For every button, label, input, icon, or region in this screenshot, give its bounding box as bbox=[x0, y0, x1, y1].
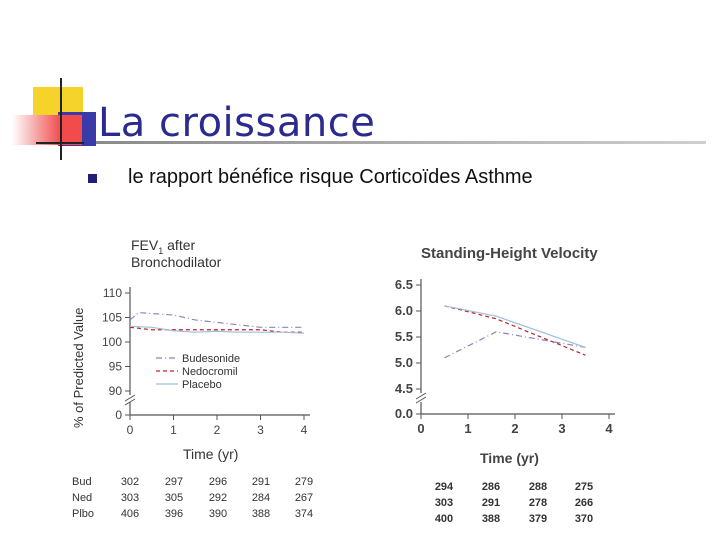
table-cell: 291 bbox=[481, 497, 501, 509]
table-cell: 305 bbox=[164, 492, 184, 504]
table-cell: 294 bbox=[434, 481, 454, 493]
table-cell: 291 bbox=[251, 476, 271, 488]
x-tick-label: 2 bbox=[213, 423, 221, 437]
y-tick-label: 95 bbox=[108, 359, 122, 374]
table-cell: 284 bbox=[251, 492, 271, 504]
y-tick-label: 5.5 bbox=[394, 329, 413, 344]
x-tick-label: 0 bbox=[126, 423, 134, 437]
table-cell: 374 bbox=[294, 508, 314, 520]
legend-label: Budesonide bbox=[182, 353, 241, 365]
x-tick-label: 3 bbox=[558, 421, 566, 436]
x-tick-label: 4 bbox=[300, 423, 308, 437]
table-row-label: Bud bbox=[72, 476, 92, 488]
table-cell: 388 bbox=[481, 513, 501, 525]
legend-label: Nedocromil bbox=[182, 366, 238, 378]
table-cell: 297 bbox=[164, 476, 184, 488]
series-line bbox=[130, 313, 304, 328]
table-cell: 296 bbox=[208, 476, 228, 488]
table-cell: 288 bbox=[528, 481, 548, 493]
table-cell: 379 bbox=[528, 513, 548, 525]
x-tick-label: 1 bbox=[170, 423, 177, 437]
chart1-series bbox=[130, 313, 304, 334]
table-row-label: Plbo bbox=[72, 508, 95, 520]
y-tick-label: 0 bbox=[115, 408, 122, 422]
table-cell: 302 bbox=[120, 476, 140, 488]
x-tick-label: 1 bbox=[464, 421, 472, 436]
chart1-legend bbox=[156, 353, 240, 391]
y-tick-label: 4.5 bbox=[394, 381, 413, 396]
y-tick-label: 0.0 bbox=[394, 406, 413, 421]
page-title: La croissance bbox=[98, 100, 376, 146]
table-cell: 400 bbox=[434, 513, 454, 525]
x-tick-label: 2 bbox=[511, 421, 519, 436]
y-tick-label: 110 bbox=[102, 286, 122, 300]
table-cell: 390 bbox=[208, 508, 228, 520]
y-tick-label: 5.0 bbox=[394, 355, 413, 370]
table-cell: 406 bbox=[120, 508, 140, 520]
chart2-title: Standing-Height Velocity bbox=[421, 245, 598, 262]
table-cell: 266 bbox=[574, 497, 594, 509]
chart1-title-line2: Bronchodilator bbox=[131, 254, 222, 270]
y-tick-label: 6.0 bbox=[394, 303, 413, 318]
table-cell: 370 bbox=[574, 513, 594, 525]
table-cell: 303 bbox=[434, 497, 454, 509]
chart1-y-label: % of Predicted Value bbox=[71, 307, 86, 428]
table-cell: 279 bbox=[294, 476, 314, 488]
x-tick-label: 4 bbox=[605, 421, 613, 436]
y-tick-label: 6.5 bbox=[394, 277, 413, 292]
y-tick-label: 100 bbox=[101, 335, 122, 349]
chart1-table bbox=[72, 476, 313, 520]
chart2-x-label: Time (yr) bbox=[480, 450, 539, 466]
table-cell: 275 bbox=[574, 481, 594, 493]
table-cell: 286 bbox=[481, 481, 501, 493]
y-tick-label: 90 bbox=[108, 384, 122, 398]
table-cell: 278 bbox=[528, 497, 548, 509]
chart1-title-line1: $FEV_1$ after bbox=[131, 237, 196, 256]
x-tick-label: 0 bbox=[417, 421, 425, 436]
table-cell: 388 bbox=[251, 508, 271, 520]
table-row-label: Ned bbox=[72, 492, 93, 504]
table-cell: 396 bbox=[164, 508, 184, 520]
table-cell: 303 bbox=[120, 492, 140, 504]
table-cell: 292 bbox=[208, 492, 228, 504]
bullet-text: le rapport bénéfice risque Corticoïdes Asthme bbox=[128, 166, 533, 188]
x-tick-label: 3 bbox=[257, 423, 264, 437]
legend-label: Placebo bbox=[182, 379, 222, 391]
chart1-x-label: Time (yr) bbox=[183, 446, 239, 462]
y-tick-label: 105 bbox=[101, 310, 122, 325]
table-cell: 267 bbox=[294, 492, 314, 504]
